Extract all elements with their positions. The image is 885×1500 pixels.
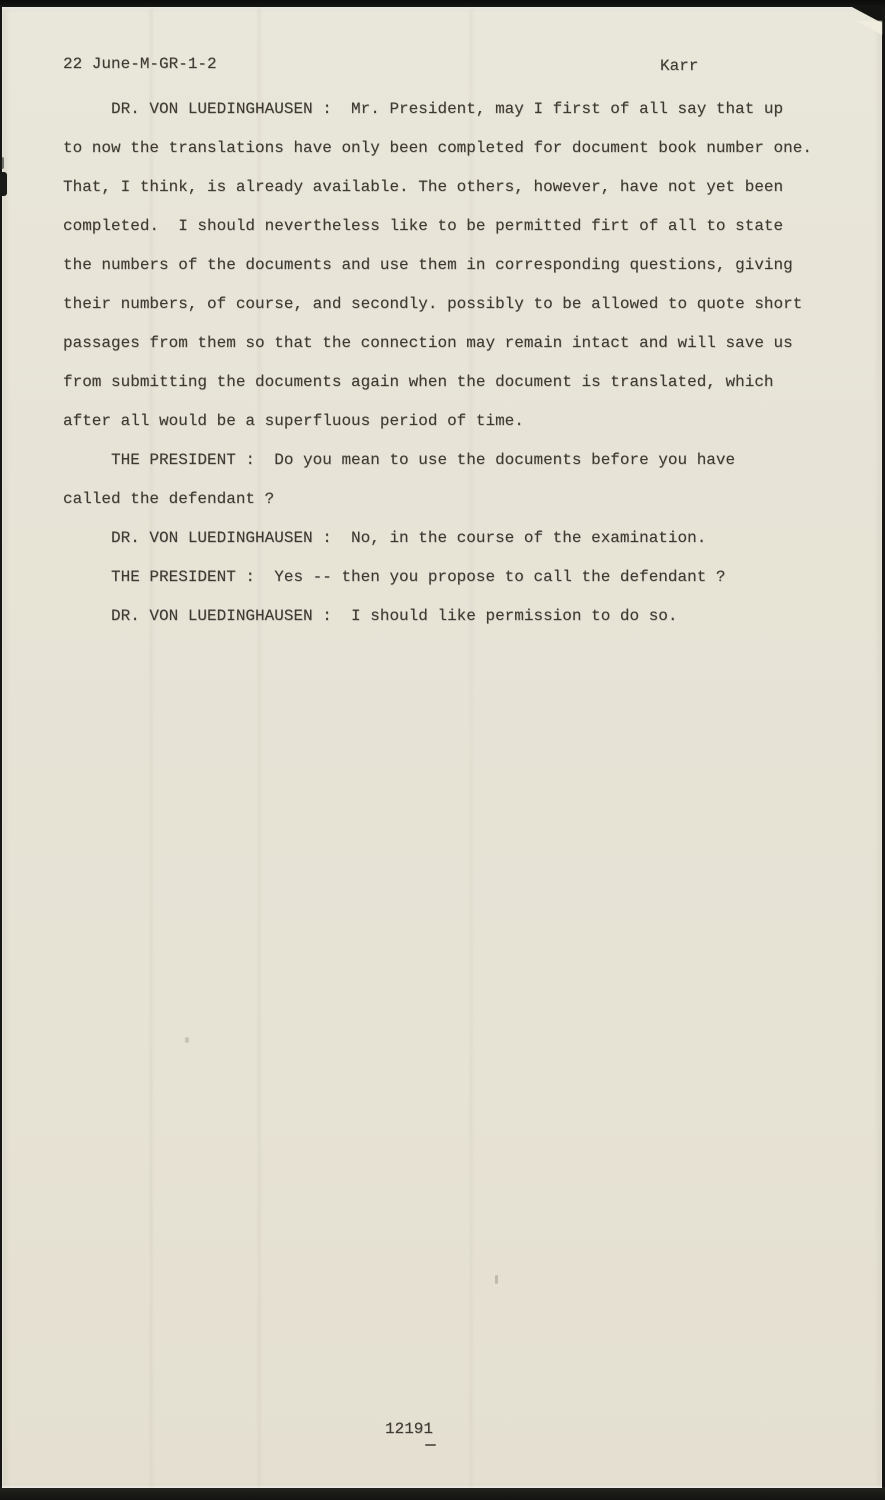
paper-speck xyxy=(185,1037,189,1043)
transcript-line: THE PRESIDENT : Yes -- then you propose to call the defendant ? xyxy=(63,568,726,586)
scan-background-bottom xyxy=(0,1487,885,1500)
transcript-line: from submitting the documents again when the document is translated, which xyxy=(63,373,774,391)
page-header-reporter-name: Karr xyxy=(660,57,699,75)
transcript-line: passages from them so that the connection may remain intact and will save us xyxy=(63,334,793,352)
transcript-line: That, I think, is already available. The others, however, have not yet been xyxy=(63,178,784,196)
transcript-line: DR. VON LUEDINGHAUSEN : Mr. President, may I first of all say that up xyxy=(63,100,784,118)
corner-fold-decoration xyxy=(856,21,882,35)
transcript-line: completed. I should nevertheless like to be permitted firt of all to state xyxy=(63,217,784,235)
transcript-line: THE PRESIDENT : Do you mean to use the documents before you have xyxy=(63,451,736,469)
transcript-line: their numbers, of course, and secondly. possibly to be allowed to quote short xyxy=(63,295,803,313)
transcript-line: to now the translations have only been completed for document book number one. xyxy=(63,139,812,157)
page-number: 12191 xyxy=(385,1420,434,1438)
transcript-line: the numbers of the documents and use them in corresponding questions, giving xyxy=(63,256,793,274)
paper-speck xyxy=(495,1275,498,1284)
left-edge-mark xyxy=(0,172,7,196)
transcript-text xyxy=(63,90,853,636)
transcript-line: after all would be a superfluous period of time. xyxy=(63,412,524,430)
page-number-underline-mark xyxy=(425,1444,436,1446)
transcript-line: DR. VON LUEDINGHAUSEN : I should like permission to do so. xyxy=(63,607,678,625)
transcript-line: DR. VON LUEDINGHAUSEN : No, in the course of the examination. xyxy=(63,529,707,547)
page-header-reference: 22 June-M-GR-1-2 xyxy=(63,55,217,73)
left-edge-mark-small xyxy=(0,157,4,169)
transcript-line: called the defendant ? xyxy=(63,490,275,508)
document-page xyxy=(2,7,882,1488)
